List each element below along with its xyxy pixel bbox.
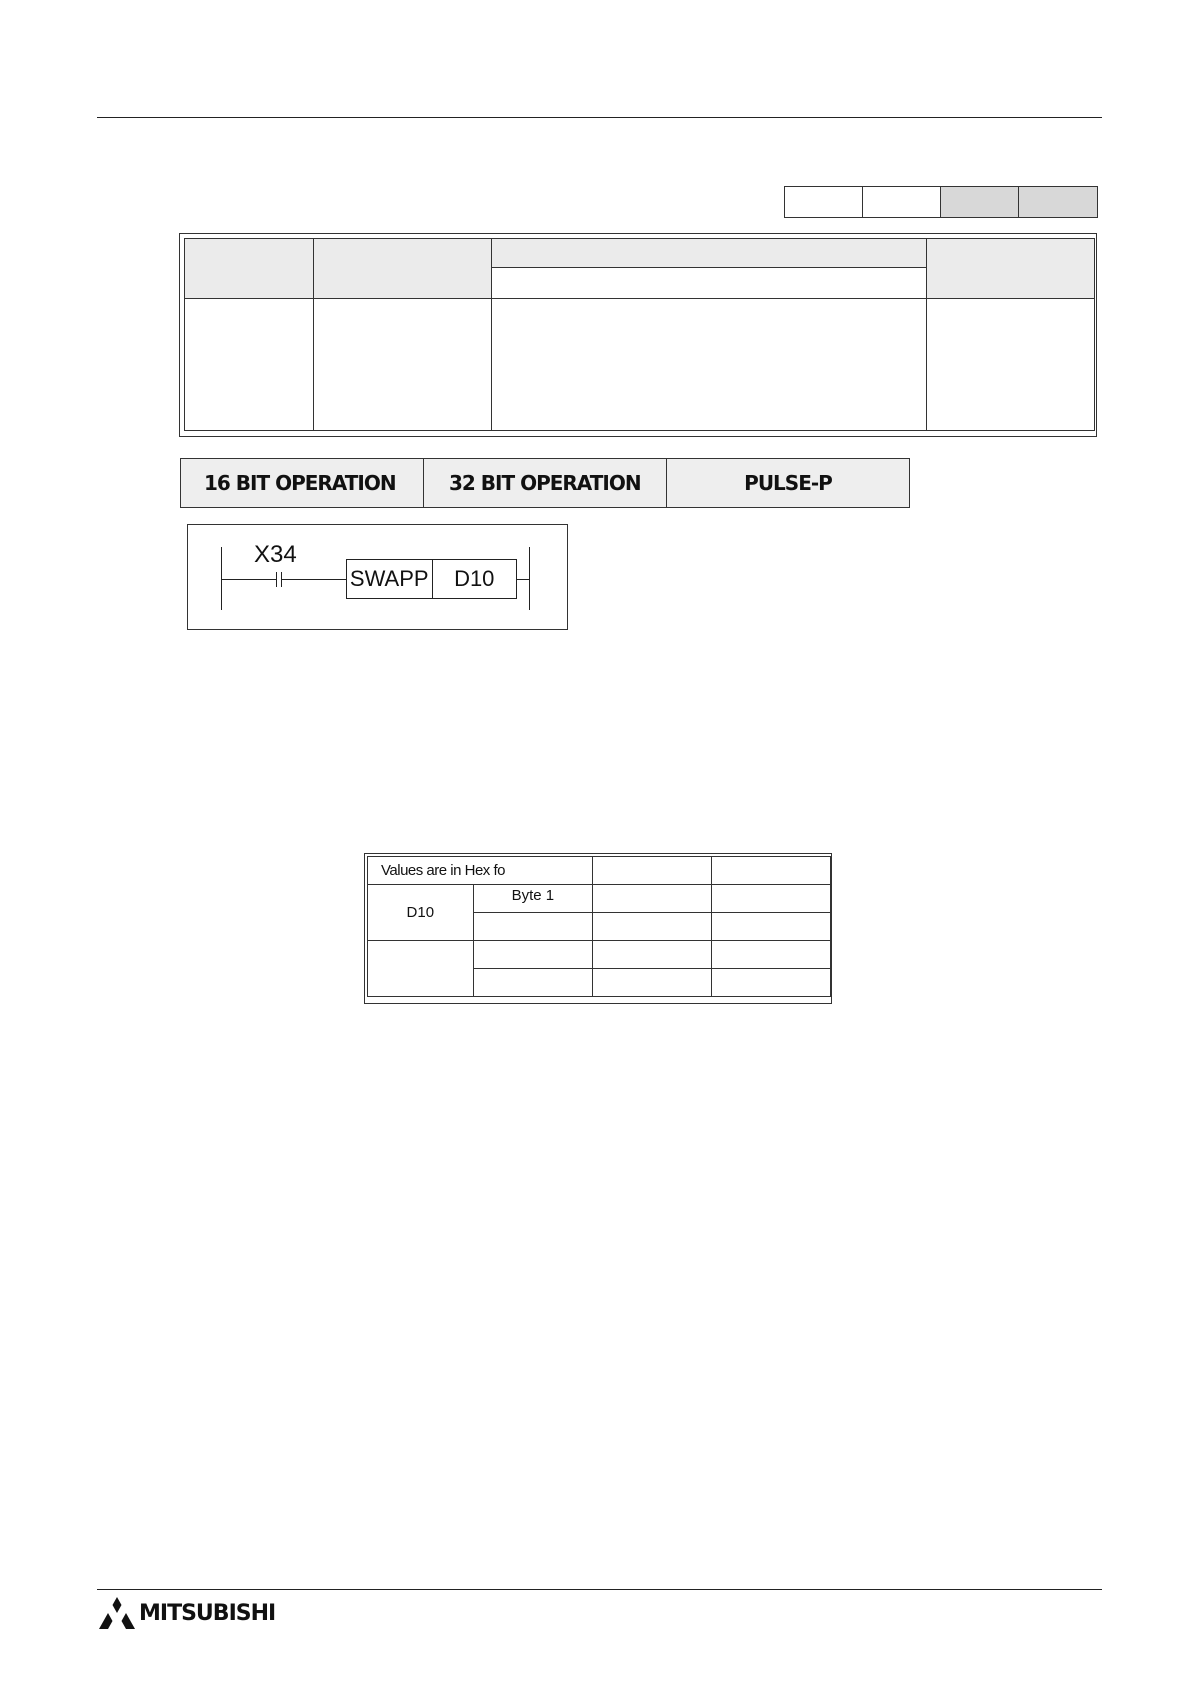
- rung-line-right: [517, 579, 529, 580]
- hex-cell-r3c3: [593, 913, 711, 941]
- applicability-box-4: [1019, 187, 1097, 217]
- bit32-operation-label: 32 BIT OPERATION: [424, 459, 667, 507]
- header-rule: [97, 117, 1102, 118]
- hex-cell-r5c3: [593, 969, 711, 997]
- instruction-summary-table: [179, 233, 1097, 437]
- hex-cell-r3c4: [711, 913, 830, 941]
- hex-cell-r2c3: [593, 885, 711, 913]
- hex-cell-r4c2: [473, 941, 593, 969]
- pulse-label: PULSE-P: [744, 471, 832, 495]
- instruction-operand: D10: [454, 566, 495, 591]
- applicability-box-1: [785, 187, 863, 217]
- summary-body-cell-3: [492, 299, 927, 431]
- hex-byte1-label: Byte 1: [473, 885, 593, 913]
- ladder-diagram: [187, 524, 568, 630]
- summary-header-cell-1: [185, 239, 314, 299]
- summary-header-cell-4: [927, 239, 1095, 299]
- applicability-boxes: [784, 186, 1098, 218]
- hex-row-d10-label: D10: [368, 885, 474, 941]
- hex-cell-r4c4: [711, 941, 830, 969]
- applicability-box-3: [941, 187, 1019, 217]
- summary-body-cell-4: [927, 299, 1095, 431]
- hex-cell-r4c3: [593, 941, 711, 969]
- hex-value-table: [364, 853, 832, 1004]
- summary-header-cell-2: [314, 239, 492, 299]
- summary-body-cell-2: [314, 299, 492, 431]
- instruction-box: [346, 559, 517, 599]
- summary-body-cell-1: [185, 299, 314, 431]
- summary-header-cell-3a: [492, 239, 927, 268]
- hex-cell-r3c2: [473, 913, 593, 941]
- hex-cell-r4c1: [368, 941, 474, 997]
- brand-logo: [99, 1597, 275, 1629]
- contact-bar-left: [276, 572, 277, 587]
- rung-line-middle: [282, 579, 346, 580]
- hex-cell-r5c4: [711, 969, 830, 997]
- brand-name: MITSUBISHI: [139, 1600, 276, 1626]
- contact-label: X34: [254, 541, 297, 568]
- three-diamonds-logo-icon: [99, 1597, 135, 1629]
- instruction-name: SWAPP: [347, 560, 433, 598]
- right-power-rail: [529, 547, 530, 610]
- applicability-box-2: [863, 187, 941, 217]
- hex-cell-r5c2: [473, 969, 593, 997]
- bit16-operation-label: 16 BIT OPERATION: [181, 459, 424, 507]
- hex-cell-r2c4: [711, 885, 830, 913]
- summary-header-cell-3b: [492, 268, 927, 299]
- rung-line-left: [221, 579, 276, 580]
- footer-rule: [97, 1589, 1102, 1590]
- hex-header-cell-4: [711, 857, 830, 885]
- operation-bar: [180, 458, 910, 508]
- hex-table-header: Values are in Hex fo: [368, 857, 593, 885]
- hex-header-cell-3: [593, 857, 711, 885]
